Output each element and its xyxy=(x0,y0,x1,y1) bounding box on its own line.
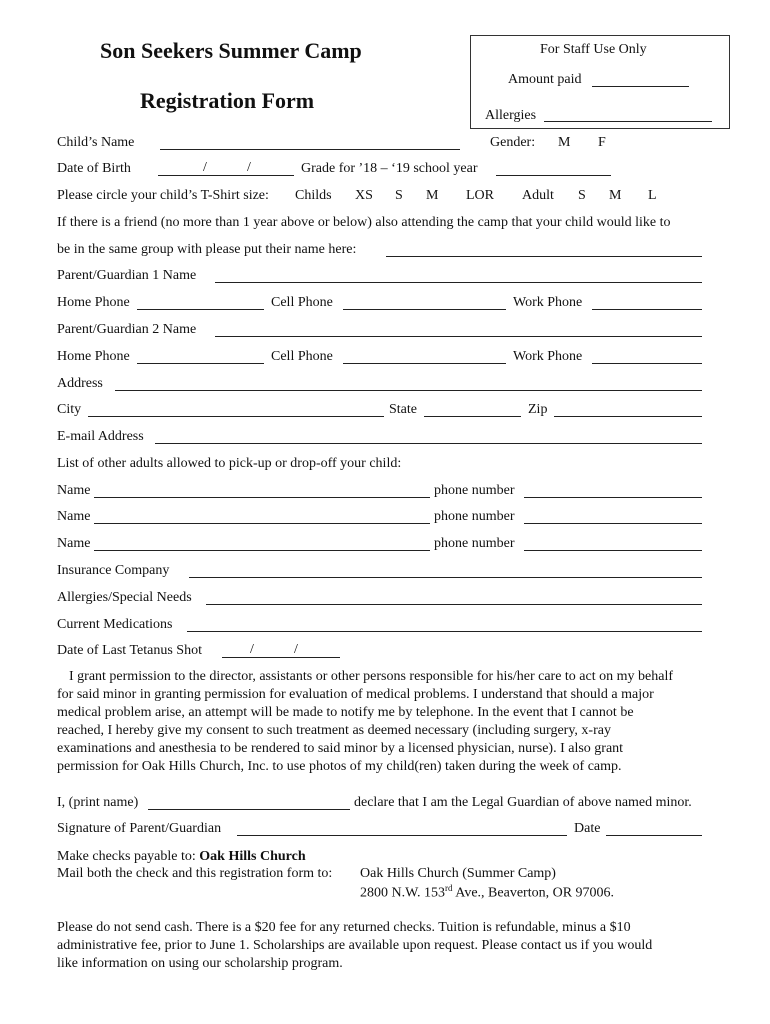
parent1-work-phone-label: Work Phone xyxy=(513,295,583,310)
tshirt-size-child-s[interactable]: S xyxy=(395,188,403,203)
parent1-name-field[interactable] xyxy=(215,282,702,283)
insurance-label: Insurance Company xyxy=(57,563,170,578)
tshirt-label: Please circle your child’s T-Shirt size: xyxy=(57,188,269,203)
parent1-cell-phone-label: Cell Phone xyxy=(271,295,333,310)
insurance-field[interactable] xyxy=(189,577,702,578)
email-field[interactable] xyxy=(155,443,702,444)
parent2-name-label: Parent/Guardian 2 Name xyxy=(57,322,197,337)
address-label: Address xyxy=(57,376,103,391)
parent2-work-phone-field[interactable] xyxy=(592,363,702,364)
state-label: State xyxy=(389,402,417,417)
mail-address-rest: Ave., Beaverton, OR 97006. xyxy=(452,885,615,901)
mail-address xyxy=(360,883,614,902)
date-field[interactable] xyxy=(606,835,702,836)
parent1-name-label: Parent/Guardian 1 Name xyxy=(57,268,197,283)
mail-address-suffix: rd xyxy=(445,883,453,893)
staff-allergies-field[interactable] xyxy=(544,121,712,122)
amount-paid-field[interactable] xyxy=(592,86,689,87)
medications-field[interactable] xyxy=(187,631,702,632)
parent1-work-phone-field[interactable] xyxy=(592,309,702,310)
parent2-cell-phone-field[interactable] xyxy=(343,363,506,364)
pickup3-phone-field[interactable] xyxy=(524,550,702,551)
tshirt-adult-label: Adult xyxy=(522,188,554,203)
child-name-label: Child’s Name xyxy=(57,135,135,150)
parent1-home-phone-label: Home Phone xyxy=(57,295,130,310)
parent1-cell-phone-field[interactable] xyxy=(343,309,506,310)
checks-payee: Oak Hills Church xyxy=(199,849,306,864)
checks-payable-label: Make checks payable to: xyxy=(57,849,196,864)
print-name-label: I, (print name) xyxy=(57,795,139,810)
pickup3-name-label: Name xyxy=(57,536,91,551)
mail-to: Oak Hills Church (Summer Camp) xyxy=(360,866,556,881)
dob-slash-1: / xyxy=(203,160,207,175)
child-name-field[interactable] xyxy=(160,149,460,150)
city-label: City xyxy=(57,402,82,417)
dob-field[interactable] xyxy=(158,175,294,176)
parent2-name-field[interactable] xyxy=(215,336,702,337)
parent1-home-phone-field[interactable] xyxy=(137,309,264,310)
parent2-work-phone-label: Work Phone xyxy=(513,349,583,364)
tetanus-slash-1: / xyxy=(250,642,254,657)
print-name-field[interactable] xyxy=(148,809,350,810)
tshirt-size-adult-s[interactable]: S xyxy=(578,188,586,203)
mail-label: Mail both the check and this registration form to: xyxy=(57,866,333,881)
tshirt-size-child-m[interactable]: M xyxy=(426,188,439,203)
tshirt-size-adult-l[interactable]: L xyxy=(648,188,657,203)
friend-text-line2: be in the same group with please put their name here: xyxy=(57,242,357,257)
tetanus-date-field[interactable] xyxy=(222,657,340,658)
camp-title: Son Seekers Summer Camp xyxy=(100,38,362,63)
permission-line-3: medical problem arise, an attempt will be made to notify me by telephone. In the event that I cannot be xyxy=(57,705,634,720)
permission-line-6: permission for Oak Hills Church, Inc. to use photos of my child(ren) taken during the week of camp. xyxy=(57,759,622,774)
pickup2-name-field[interactable] xyxy=(94,523,430,524)
tshirt-size-child-xs[interactable]: XS xyxy=(355,188,373,203)
tshirt-childs-label: Childs xyxy=(295,188,332,203)
gender-f-option[interactable]: F xyxy=(598,135,606,150)
medications-label: Current Medications xyxy=(57,617,173,632)
friend-text-line1: If there is a friend (no more than 1 year above or below) also attending the camp that your child would like to xyxy=(57,215,671,230)
permission-line-5: examinations and anesthesia to be rendered to said minor by a licensed physician, nurse). I also grant xyxy=(57,741,624,756)
pickup2-phone-field[interactable] xyxy=(524,523,702,524)
pickup3-name-field[interactable] xyxy=(94,550,430,551)
zip-field[interactable] xyxy=(554,416,702,417)
allergies-label: Allergies/Special Needs xyxy=(57,590,192,605)
pickup1-phone-label: phone number xyxy=(434,483,515,498)
zip-label: Zip xyxy=(528,402,548,417)
pickup1-name-field[interactable] xyxy=(94,497,430,498)
signature-label: Signature of Parent/Guardian xyxy=(57,821,222,836)
checks-payable-line xyxy=(57,849,306,865)
amount-paid-label: Amount paid xyxy=(508,72,582,87)
pickup2-name-label: Name xyxy=(57,509,91,524)
mail-address-number: 2800 N.W. 153 xyxy=(360,885,446,901)
dob-label: Date of Birth xyxy=(57,161,131,176)
signature-field[interactable] xyxy=(237,835,567,836)
staff-allergies-label: Allergies xyxy=(485,108,537,123)
date-label: Date xyxy=(574,821,601,836)
allergies-field[interactable] xyxy=(206,604,702,605)
parent2-cell-phone-label: Cell Phone xyxy=(271,349,333,364)
pickup2-phone-label: phone number xyxy=(434,509,515,524)
footer-line-3: like information on using our scholarship program. xyxy=(57,956,343,971)
tetanus-slash-2: / xyxy=(294,642,298,657)
tetanus-label: Date of Last Tetanus Shot xyxy=(57,643,202,658)
grade-label: Grade for ’18 – ‘19 school year xyxy=(301,161,478,176)
parent2-home-phone-field[interactable] xyxy=(137,363,264,364)
gender-label: Gender: xyxy=(490,135,536,150)
footer-line-2: administrative fee, prior to June 1. Scholarships are available upon request. Please contact us if you would xyxy=(57,938,653,953)
grade-field[interactable] xyxy=(496,175,611,176)
tshirt-size-adult-m[interactable]: M xyxy=(609,188,622,203)
friend-name-field[interactable] xyxy=(386,256,702,257)
pickup1-phone-field[interactable] xyxy=(524,497,702,498)
pickup-heading: List of other adults allowed to pick-up or drop-off your child: xyxy=(57,456,402,471)
email-label: E-mail Address xyxy=(57,429,144,444)
pickup1-name-label: Name xyxy=(57,483,91,498)
city-field[interactable] xyxy=(88,416,384,417)
tshirt-size-child-lor[interactable]: LOR xyxy=(466,188,494,203)
declare-text: declare that I am the Legal Guardian of above named minor. xyxy=(354,795,692,810)
permission-line-2: for said minor in granting permission for evaluation of medical problems. I understand that should a major xyxy=(57,687,654,702)
permission-line-1: I grant permission to the director, assistants or other persons responsible for his/her care to act on my behalf xyxy=(69,669,673,684)
permission-line-4: reached, I hereby give my consent to such treatment as deemed necessary (including surgery, x-ray xyxy=(57,723,611,738)
state-field[interactable] xyxy=(424,416,521,417)
parent2-home-phone-label: Home Phone xyxy=(57,349,130,364)
pickup3-phone-label: phone number xyxy=(434,536,515,551)
dob-slash-2: / xyxy=(247,160,251,175)
form-title: Registration Form xyxy=(140,88,315,113)
footer-line-1: Please do not send cash. There is a $20 fee for any returned checks. Tuition is refundable, minus a $10 xyxy=(57,920,631,935)
gender-m-option[interactable]: M xyxy=(558,135,571,150)
address-field[interactable] xyxy=(115,390,702,391)
staff-title: For Staff Use Only xyxy=(540,42,647,57)
